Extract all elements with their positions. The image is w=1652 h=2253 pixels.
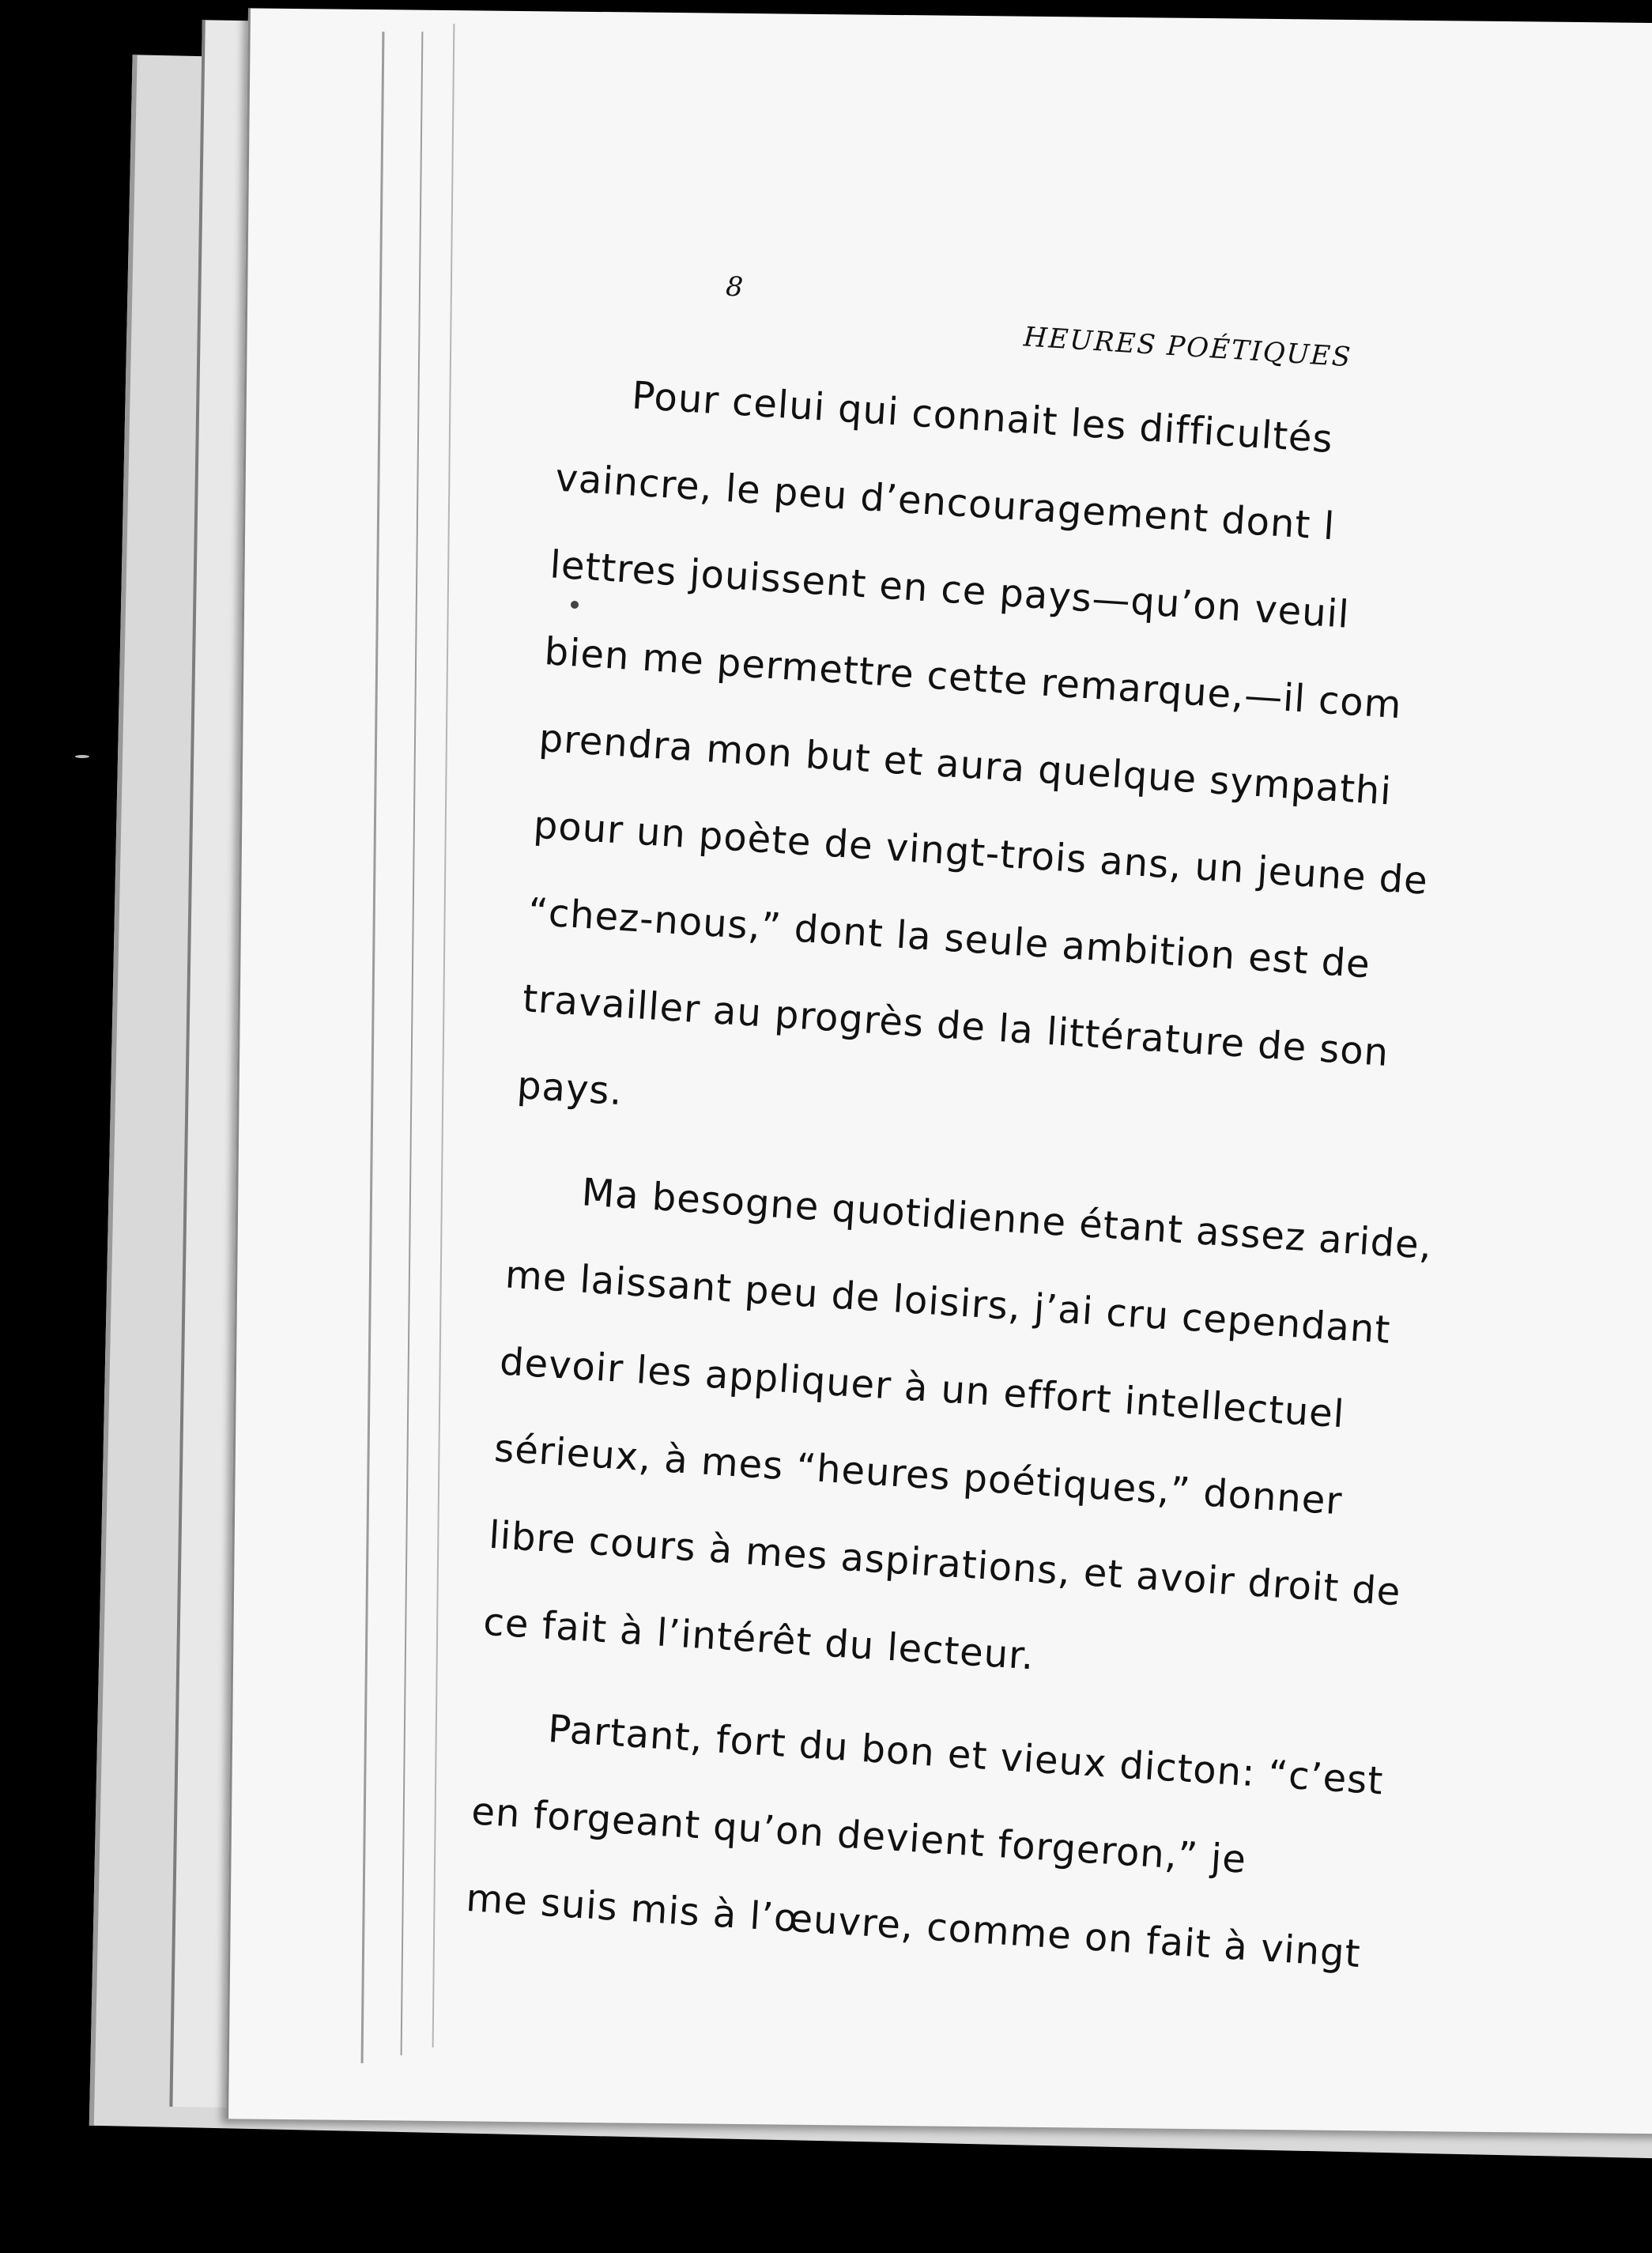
text-line: devoir les appliquer à un effort intellectuel [498,1339,1346,1437]
ink-speck [75,755,89,758]
text-line: libre cours à mes aspirations, et avoir droit de [487,1512,1402,1615]
text-line: Pour celui qui connait les difficultés [630,373,1335,462]
text-line: travailler au progrès de la littérature de son [521,976,1390,1076]
text-line: bien me permettre cette remarque,—il com [543,629,1404,728]
text-line: vaincre, le peu d’encouragement dont l [553,455,1337,549]
text-line: Ma besogne quotidienne étant assez aride, [580,1170,1434,1268]
text-line: sérieux, à mes “heures poétiques,” donner [492,1426,1344,1524]
text-line: lettres jouissent en ce pays—qu’on veuil [549,542,1351,637]
text-line: en forgeant qu’on devient forgeron,” je [470,1789,1248,1882]
text-line: me suis mis à l’œuvre, comme on fait à vingt [464,1875,1363,1977]
paragraph-1 [515,348,1652,1199]
text-line: pour un poète de vingt-trois ans, un jeune de [532,802,1430,904]
text-line: Partant, fort du bon et vieux dicton: “c’est [546,1707,1385,1804]
running-header: HEURES POÉTIQUES [1022,321,1353,374]
text-line: pays. [515,1062,624,1115]
text-line: prendra mon but et aura quelque sympathi [537,715,1394,814]
text-line: “chez-nous,” dont la seule ambition est de [526,889,1372,987]
body-text [462,348,1652,2028]
text-line: me laissant peu de loisirs, j’ai cru cependant [504,1252,1392,1353]
text-line: ce fait à l’intérêt du lecteur. [481,1599,1036,1679]
paragraph-3 [463,1681,1600,2012]
paragraph-2 [481,1145,1634,1736]
page-number: 8 [725,270,745,304]
